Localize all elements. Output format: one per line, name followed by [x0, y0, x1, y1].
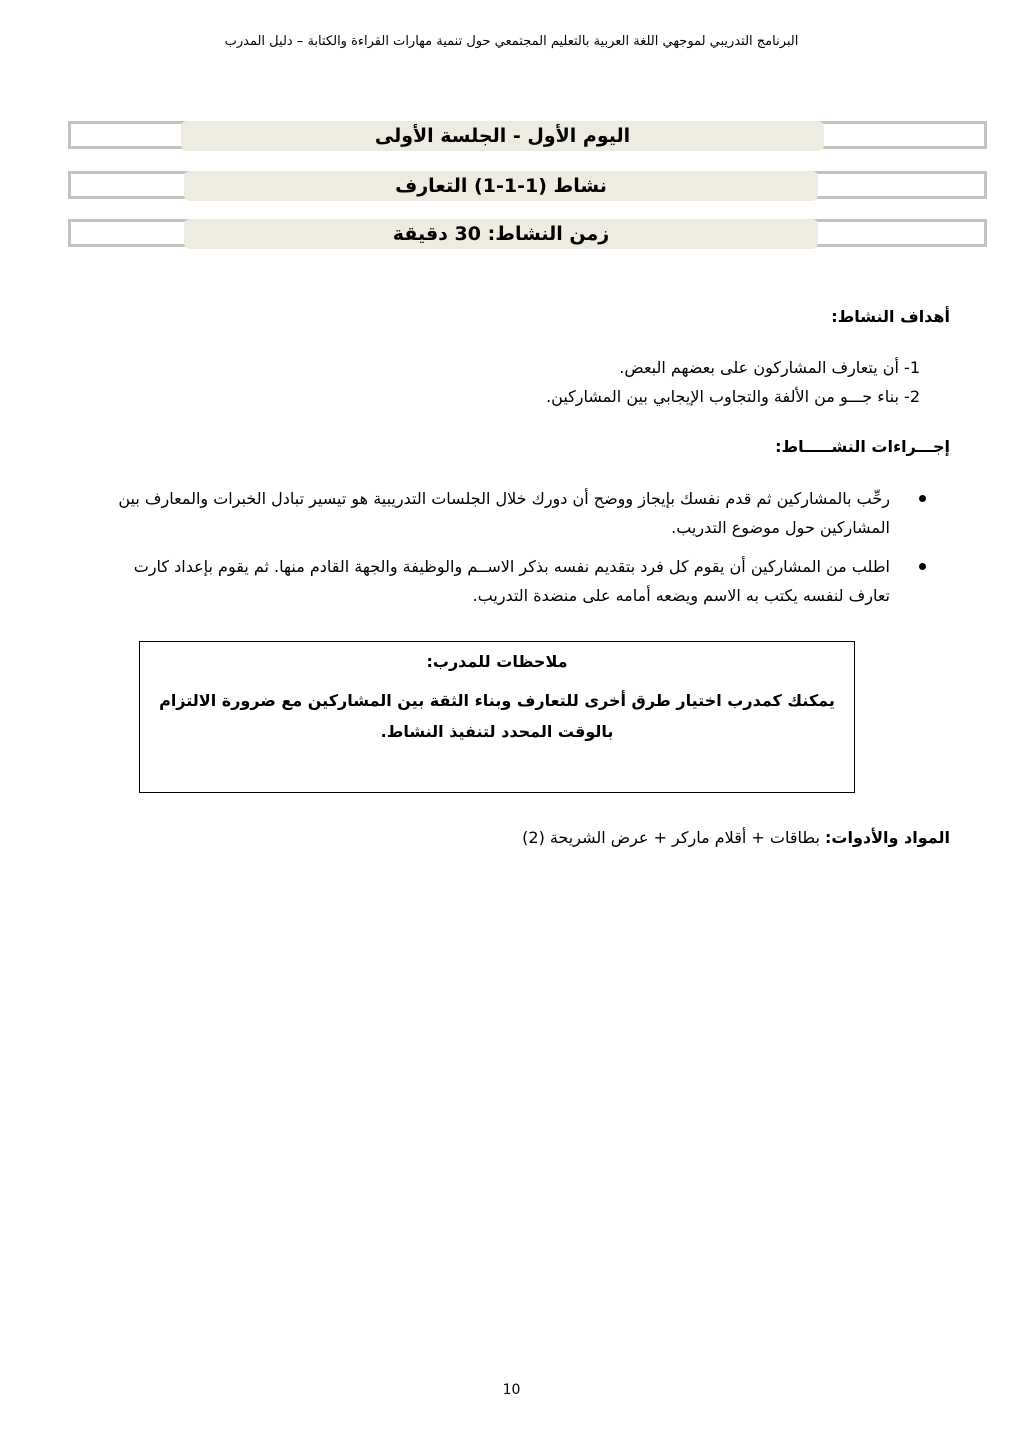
trainer-notes-body: يمكنك كمدرب اختيار طرق أخرى للتعارف وبناء الثقة بين المشاركين مع ضرورة الالتزام بالوقت المحدد لتنفيذ النشاط. — [159, 691, 835, 741]
duration-banner — [68, 219, 987, 247]
procedure-item-1 — [90, 484, 890, 542]
page-number: 10 — [502, 1382, 521, 1398]
materials-label: المواد والأدوات: — [825, 828, 950, 847]
materials-value: بطاقات + أقلام ماركر + عرض الشريحة (2) — [522, 828, 820, 847]
procedures-list — [90, 484, 890, 620]
objectives-heading: أهداف النشاط: — [831, 307, 950, 326]
session-title: اليوم الأول - الجلسة الأولى — [181, 121, 824, 151]
objectives-list — [160, 353, 920, 411]
bullet-icon — [919, 563, 926, 570]
session-banner — [68, 121, 987, 149]
activity-duration: زمن النشاط: 30 دقيقة — [184, 219, 818, 249]
running-header: البرنامج التدريبي لموجهي اللغة العربية بالتعليم المجتمعي حول تنمية مهارات القراءة والكتابة – دليل المدرب — [224, 34, 799, 49]
procedure-text-2: اطلب من المشاركين أن يقوم كل فرد بتقديم نفسه بذكر الاســم والوظيفة والجهة القادم منها. ثم يقوم بإعداد كارت تعارف لنفسه يكتب به الاسم ويضعه أمامه على منضدة التدريب. — [133, 557, 890, 605]
activity-banner — [68, 171, 987, 199]
materials-line — [150, 828, 950, 847]
objective-item-1: 1- أن يتعارف المشاركون على بعضهم البعض. — [619, 358, 920, 377]
trainer-notes-box — [139, 641, 855, 793]
trainer-notes-title: ملاحظات للمدرب: — [426, 652, 568, 671]
procedures-heading: إجـــراءات النشـــــاط: — [775, 437, 950, 456]
bullet-icon — [919, 495, 926, 502]
activity-title: نشاط (1-1-1) التعارف — [184, 171, 818, 201]
procedure-text-1: رحِّب بالمشاركين ثم قدم نفسك بإيجاز ووضح أن دورك خلال الجلسات التدريبية هو تيسير تبادل الخبرات والمعارف بين المشاركين حول موضوع التدريب. — [118, 489, 890, 537]
objective-item-2: 2- بناء جـــو من الألفة والتجاوب الإيجابي بين المشاركين. — [546, 387, 920, 406]
procedure-item-2 — [90, 552, 890, 610]
